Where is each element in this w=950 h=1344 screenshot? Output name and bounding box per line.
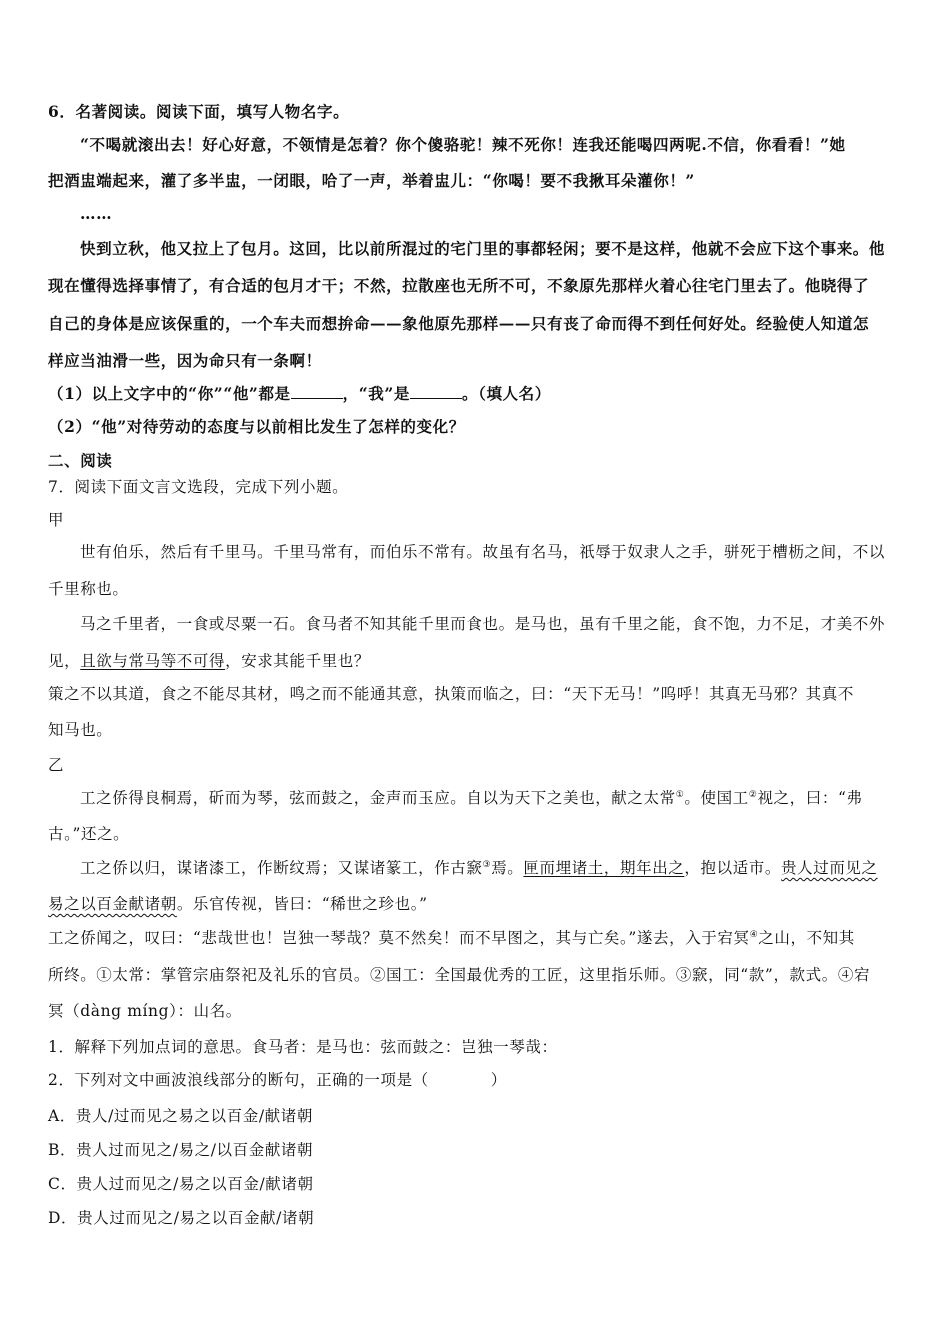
yi-p1-text-b: 。使国工 bbox=[684, 789, 749, 807]
sub-question-1: 1．解释下列加点词的意思。食马者：是马也：弦而鼓之：岂独一琴哉： bbox=[48, 1038, 558, 1056]
jia-p2-line2-pre: 见， bbox=[48, 652, 81, 670]
sub-question-2 bbox=[48, 1069, 904, 1091]
wavy-underlined-part-1: 贵人过而见之 bbox=[781, 859, 878, 877]
option-c[interactable]: C．贵人过而见之/易之以百金/献诸朝 bbox=[48, 1175, 314, 1193]
jia-p2-line2 bbox=[48, 650, 904, 672]
sub-question-2-close: ） bbox=[490, 1071, 507, 1089]
option-d[interactable]: D．贵人过而见之/易之以百金献/诸朝 bbox=[48, 1209, 315, 1227]
q6-passage2-line3: 自己的身体是应该保重的，一个车夫而想拚命——象他原先那样——只有丧了命而得不到任何好处。经验使人知道怎 bbox=[48, 314, 870, 333]
yi-p1-text-c: 视之，曰：“弗 bbox=[757, 789, 863, 807]
answer-blank-1[interactable] bbox=[291, 384, 343, 399]
q7-intro: 7．阅读下面文言文选段，完成下列小题。 bbox=[48, 478, 349, 496]
q6-subquestion-2: （2）“他”对待劳动的态度与以前相比发生了怎样的变化？ bbox=[48, 417, 465, 436]
yi-p3-line3-footnotes: 冥（dàng míng）：山名。 bbox=[48, 1002, 242, 1020]
yi-p1-line2: 古。”还之。 bbox=[48, 825, 130, 843]
yi-p2-line2-rest: 。乐官传视，皆曰：“稀世之珍也。” bbox=[176, 895, 428, 913]
yi-p1-text-a: 工之侨得良桐焉，斫而为琴，弦而鼓之，金声而玉应。自以为天下之美也，献之太常 bbox=[80, 789, 676, 807]
yi-p2-line1 bbox=[80, 857, 904, 879]
yi-p3-line2-footnotes: 所终。①太常：掌管宗庙祭祀及礼乐的官员。②国工：全国最优秀的工匠，这里指乐师。③窾，同“款”，款式。④宕 bbox=[48, 966, 871, 984]
q6-subquestion-1 bbox=[48, 383, 904, 405]
option-a[interactable]: A．贵人/过而见之易之以百金/献诸朝 bbox=[48, 1107, 313, 1125]
footnote-mark-1: ① bbox=[675, 789, 685, 800]
q6-passage2-line4: 样应当油滑一些，因为命只有一条啊！ bbox=[48, 351, 322, 370]
footnote-mark-4: ④ bbox=[749, 929, 759, 940]
section-heading: 二、阅读 bbox=[48, 451, 113, 470]
wavy-underlined-part-2: 易之以百金献诸朝 bbox=[48, 895, 177, 913]
jia-p1-line1: 世有伯乐，然后有千里马。千里马常有，而伯乐不常有。故虽有名马，祇辱于奴隶人之手，骈死于槽枥之间，不以 bbox=[80, 543, 886, 561]
q6-passage1-line2: 把酒盅端起来，灌了多半盅，一闭眼，哈了一声，举着盅儿：“你喝！要不我揪耳朵灌你！” bbox=[48, 171, 695, 190]
yi-p2-line2 bbox=[48, 893, 904, 915]
footnote-mark-3: ③ bbox=[482, 859, 492, 870]
q6-passage1-line1: “不喝就滚出去！好心好意，不领情是怎着？你个傻骆驼！辣不死你！连我还能喝四两呢.不信，你看看！”她 bbox=[80, 135, 846, 154]
passage-yi-label: 乙 bbox=[48, 756, 65, 774]
q6-sub1-text-a: （1）以上文字中的“你”“他”都是 bbox=[48, 384, 291, 403]
yi-p1-line1 bbox=[80, 787, 904, 809]
q6-passage2-line2: 现在懂得选择事情了，有合适的包月才干；不然，拉散座也无所不可，不象原先那样火着心往宅门里去了。他晓得了 bbox=[48, 276, 870, 295]
option-b[interactable]: B．贵人过而见之/易之/以百金献诸朝 bbox=[48, 1141, 314, 1159]
q6-passage2-line1: 快到立秋，他又拉上了包月。这回，比以前所混过的宅门里的事都轻闲；要不是这样，他就不会应下这个事来。他 bbox=[80, 239, 886, 258]
jia-p1-line2: 千里称也。 bbox=[48, 580, 129, 598]
yi-p2-text-c: ，抱以适市。 bbox=[684, 859, 782, 877]
yi-p3-line1 bbox=[48, 927, 904, 949]
yi-p3-text-a: 工之侨闻之，叹曰：“悲哉世也！岂独一琴哉？莫不然矣！而不早图之，其与亡矣。”遂去，入于宕冥 bbox=[48, 929, 750, 947]
yi-p2-text-b: 焉。 bbox=[491, 859, 524, 877]
answer-blank-2[interactable] bbox=[410, 384, 462, 399]
jia-p2-line2-post: ，安求其能千里也？ bbox=[225, 652, 371, 670]
sub-question-2-text: 2．下列对文中画波浪线部分的断句，正确的一项是（ bbox=[48, 1071, 429, 1089]
footnote-mark-2: ② bbox=[748, 789, 758, 800]
q6-title: 6．名著阅读。阅读下面，填写人物名字。 bbox=[48, 102, 350, 121]
q6-sub1-text-b: ，“我”是 bbox=[342, 384, 410, 403]
yi-p3-text-b: 之山，不知其 bbox=[758, 929, 855, 947]
jia-p3-line2: 知马也。 bbox=[48, 721, 113, 739]
jia-p2-line1: 马之千里者，一食或尽粟一石。食马者不知其能千里而食也。是马也，虽有千里之能，食不饱，力不足，才美不外 bbox=[80, 615, 886, 633]
q6-ellipsis: …… bbox=[80, 204, 113, 223]
passage-jia-label: 甲 bbox=[48, 511, 65, 529]
q6-sub1-text-c: 。（填人名） bbox=[462, 384, 551, 403]
underlined-sentence-2: 匣而埋诸土，期年出之 bbox=[523, 859, 685, 877]
jia-p3-line1: 策之不以其道，食之不能尽其材，鸣之而不能通其意，执策而临之，曰：“天下无马！”呜呼！其真无马邪？其真不 bbox=[48, 685, 854, 703]
yi-p2-text-a: 工之侨以归，谋诸漆工，作断纹焉；又谋诸篆工，作古窾 bbox=[80, 859, 483, 877]
underlined-sentence: 且欲与常马等不可得 bbox=[80, 652, 226, 670]
